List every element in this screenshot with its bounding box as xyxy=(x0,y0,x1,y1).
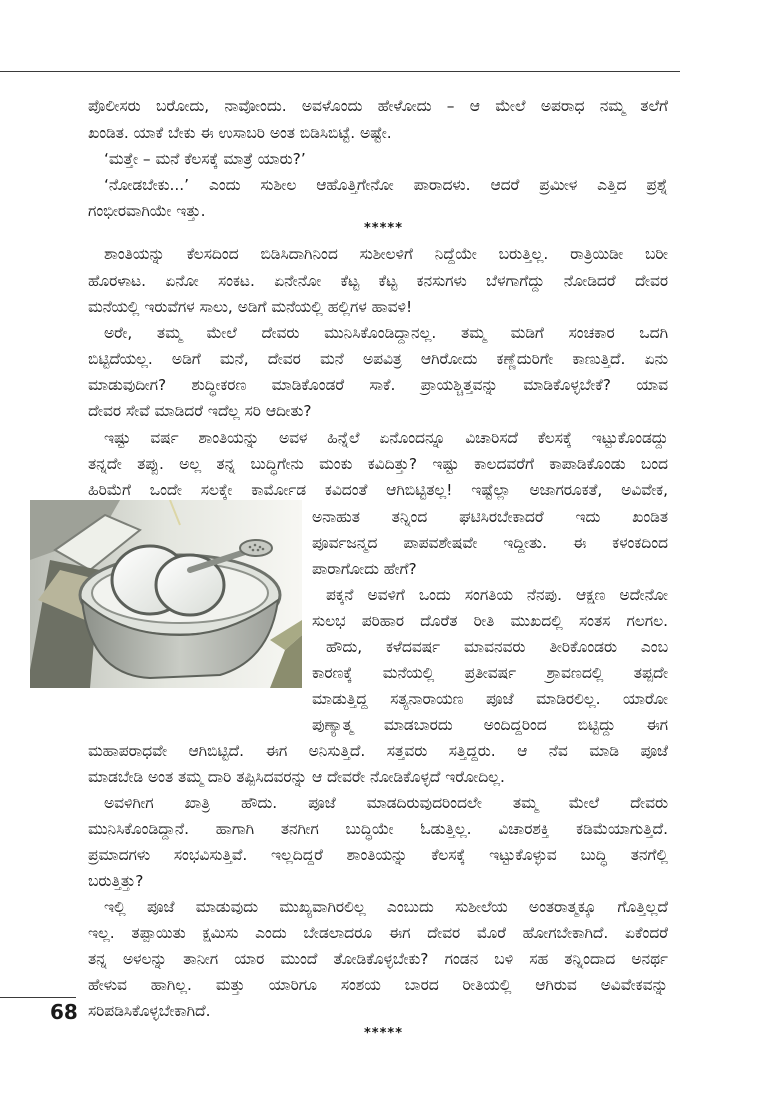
text-line: ಅನಾಹುತ ತನ್ನಿಂದ ಘಟಿಸಿರಬೇಕಾದರೆ ಇದು ಖಂಡಿತ xyxy=(312,508,668,526)
text-line: ಹೊರಳಾಟ. ಏನೋ ಸಂಕಟ. ಏನೇನೋ ಕೆಟ್ಟ ಕೆಟ್ಟ ಕನಸುಗಳು ಬೆಳಗಾಗೆದ್ದು ನೋಡಿದರೆ ದೇವರ xyxy=(88,272,668,290)
page-number: 68 xyxy=(50,1000,78,1024)
section-separator: ***** xyxy=(364,221,403,236)
text-line: ಪುಣ್ಯಾತ್ಮ ಮಾಡಬಾರದು ಅಂದಿದ್ದರಿಂದ ಬಿಟ್ಟಿದ್ದು ಈಗ xyxy=(312,716,668,734)
text-line: ದೇವರ ಸೇವೆ ಮಾಡಿದರೆ ಇದೆಲ್ಲ ಸರಿ ಆದೀತು? xyxy=(88,402,312,420)
text-line: ಪೊಲೀಸರು ಬರೋದು, ನಾವೋಂದು. ಅವಳೊಂದು ಹೇಳೋದು – ಆ ಮೇಲೆ ಅಪರಾಧ ನಮ್ಮ ತಲೆಗೆ xyxy=(88,97,668,115)
text-line: ಪಾರಾಗೋದು ಹೇಗೆ? xyxy=(312,560,417,578)
text-line: ತನ್ನದೇ ತಪ್ಪು. ಅಲ್ಲ ತನ್ನ ಬುದ್ಧಿಗೇನು ಮಂಕು ಕವಿದಿತ್ತು? ಇಷ್ಟು ಕಾಲದವರೆಗೆ ಕಾಪಾಡಿಕೊಂಡು ಬಂದ xyxy=(88,455,668,473)
text-line: ಹೌದು, ಕಳೆದವರ್ಷ ಮಾವನವರು ತೀರಿಕೊಂಡರು ಎಂಬ xyxy=(326,638,668,656)
text-line: ಅವಳಿಗೀಗ ಖಾತ್ರಿ ಹೌದು. ಪೂಜೆ ಮಾಡದಿರುವುದರಿಂದಲೇ ತಮ್ಮ ಮೇಲೆ ದೇವರು xyxy=(104,794,668,812)
text-line: ಶಾಂತಿಯನ್ನು ಕೆಲಸದಿಂದ ಬಿಡಿಸಿದಾಗಿನಿಂದ ಸುಶೀಲಳಿಗೆ ನಿದ್ದೆಯೇ ಬರುತ್ತಿಲ್ಲ. ರಾತ್ರಿಯಿಡೀ ಬರೀ xyxy=(104,245,668,263)
text-line: ಸರಿಪಡಿಸಿಕೊಳ್ಳಬೇಕಾಗಿದೆ. xyxy=(88,1002,211,1020)
text-line: ಕಾರಣಕ್ಕೆ ಮನೆಯಲ್ಲಿ ಪ್ರತೀವರ್ಷ ಶ್ರಾವಣದಲ್ಲಿ ತಪ್ಪದೇ xyxy=(312,664,668,682)
text-line: ಸುಲಭ ಪರಿಹಾರ ದೊರೆತ ರೀತಿ ಮುಖದಲ್ಲಿ ಸಂತಸ ಗಲಗಲ. xyxy=(312,612,668,630)
text-line: ಗಂಭೀರವಾಗಿಯೇ ಇತ್ತು. xyxy=(88,202,206,220)
text-line: ಮಹಾಪರಾಧವೇ ಆಗಿಬಿಟ್ಟಿದೆ. ಈಗ ಅನಿಸುತ್ತಿದೆ. ಸತ್ತವರು ಸತ್ತಿದ್ದರು. ಆ ನೆವ ಮಾಡಿ ಪೂಜೆ xyxy=(88,742,668,760)
text-line: ಬರುತ್ತಿತ್ತು? xyxy=(88,872,144,890)
text-line: ‘ನೋಡಬೇಕು...’ ಎಂದು ಸುಶೀಲ ಆಹೊತ್ತಿಗೇನೋ ಪಾರಾದಳು. ಆದರೆ ಪ್ರಮೀಳ ಎತ್ತಿದ ಪ್ರಶ್ನೆ xyxy=(104,176,668,194)
text-line: ಇಲ್ಲ. ತಪ್ಪಾಯಿತು ಕ್ಷಮಿಸು ಎಂದು ಬೇಡಲಾದರೂ ಈಗ ದೇವರ ಮೊರೆ ಹೋಗಬೇಕಾಗಿದೆ. ಏಕೆಂದರೆ xyxy=(88,924,668,942)
text-line: ಪಕ್ಕನೆ ಅವಳಿಗೆ ಒಂದು ಸಂಗತಿಯ ನೆನಪು. ಆಕ್ಷಣ ಅದೇನೋ xyxy=(326,586,668,604)
text-line: ಅರೇ, ತಮ್ಮ ಮೇಲೆ ದೇವರು ಮುನಿಸಿಕೊಂಡಿದ್ದಾನಲ್ಲ. ತಮ್ಮ ಮಡಿಗೆ ಸಂಚಕಾರ ಒದಗಿ xyxy=(104,324,668,342)
text-line: ತನ್ನ ಅಳಲನ್ನು ತಾನೀಗ ಯಾರ ಮುಂದೆ ತೋಡಿಕೊಳ್ಳಬೇಕು? ಗಂಡನ ಬಳಿ ಸಹ ತನ್ನಿಂದಾದ ಅನರ್ಥ xyxy=(88,950,668,968)
text-line: ಖಂಡಿತ. ಯಾಕೆ ಬೇಕು ಈ ಉಸಾಬರಿ ಅಂತ ಬಿಡಿಸಿಬಿಟ್ಟೆ. ಅಷ್ಟೇ. xyxy=(88,124,392,142)
text-line: ಹಿರಿಮೆಗೆ ಒಂದೇ ಸಲಕ್ಕೇ ಕಾರ್ಮೋಡ ಕವಿದಂತೆ ಆಗಿಬಿಟ್ಟಿತಲ್ಲ! ಇಷ್ಟೆಲ್ಲಾ ಅಜಾಗರೂಕತೆ, ಅವಿವೇಕ, xyxy=(88,481,668,499)
text-line: ಪೂರ್ವಜನ್ಮದ ಪಾಪವಶೇಷವೇ ಇದ್ದೀತು. ಈ ಕಳಂಕದಿಂದ xyxy=(312,534,668,552)
text-line: ಮನೆಯಲ್ಲಿ ಇರುವೆಗಳ ಸಾಲು, ಅಡಿಗೆ ಮನೆಯಲ್ಲಿ ಹಲ್ಲಿಗಳ ಹಾವಳಿ! xyxy=(88,298,413,316)
text-line: ಪ್ರಮಾದಗಳು ಸಂಭವಿಸುತ್ತಿವೆ. ಇಲ್ಲದಿದ್ದರೆ ಶಾಂತಿಯನ್ನು ಕೆಲಸಕ್ಕೆ ಇಟ್ಟುಕೊಳ್ಳುವ ಬುದ್ಧಿ ತನಗೆಲ್ಲಿ xyxy=(88,846,668,864)
top-rule xyxy=(0,71,680,72)
text-line: ಇಲ್ಲಿ ಪೂಜೆ ಮಾಡುವುದು ಮುಖ್ಯವಾಗಿರಲಿಲ್ಲ ಎಂಬುದು ಸುಶೀಲೆಯ ಅಂತರಾತ್ಮಕ್ಕೂ ಗೊತ್ತಿಲ್ಲದೆ xyxy=(104,898,668,916)
text-line: ‘ಮತ್ತೇ – ಮನೆ ಕೆಲಸಕ್ಕೆ ಮಾತ್ರೆ ಯಾರು?’ xyxy=(104,150,306,168)
text-line: ಮಾಡಬೇಡಿ ಅಂತ ತಮ್ಮ ದಾರಿ ತಪ್ಪಿಸಿದವರನ್ನು ಆ ದೇವರೇ ನೋಡಿಕೊಳ್ಳದೆ ಇರೋದಿಲ್ಲ. xyxy=(88,768,505,786)
cooking-pot-with-ladle-illustration xyxy=(30,500,302,688)
text-line: ಮುನಿಸಿಕೊಂಡಿದ್ದಾನೆ. ಹಾಗಾಗಿ ತನಗೀಗ ಬುದ್ಧಿಯೇ ಓಡುತ್ತಿಲ್ಲ. ವಿಚಾರಶಕ್ತಿ ಕಡಿಮೆಯಾಗುತ್ತಿದೆ. xyxy=(88,820,668,838)
text-line: ಮಾಡುತ್ತಿದ್ದ ಸತ್ಯನಾರಾಯಣ ಪೂಜೆ ಮಾಡಿರಲಿಲ್ಲ. ಯಾರೋ xyxy=(312,690,668,708)
section-separator: ***** xyxy=(364,1026,403,1041)
bottom-rule xyxy=(0,997,76,998)
text-line: ಮಾಡುವುದೀಗ? ಶುದ್ಧೀಕರಣ ಮಾಡಿಕೊಂಡರೆ ಸಾಕೆ. ಪ್ರಾಯಶ್ಚಿತ್ತವನ್ನು ಮಾಡಿಕೊಳ್ಳಬೇಕೆ? ಯಾವ xyxy=(88,376,668,394)
text-line: ಇಷ್ಟು ವರ್ಷ ಶಾಂತಿಯನ್ನು ಅವಳ ಹಿನ್ನೆಲೆ ಏನೊಂದನ್ನೂ ವಿಚಾರಿಸದೆ ಕೆಲಸಕ್ಕೆ ಇಟ್ಟುಕೊಂಡದ್ದು xyxy=(104,429,668,447)
text-line: ಹೇಳುವ ಹಾಗಿಲ್ಲ. ಮತ್ತು ಯಾರಿಗೂ ಸಂಶಯ ಬಾರದ ರೀತಿಯಲ್ಲಿ ಆಗಿರುವ ಅವಿವೇಕವನ್ನು xyxy=(88,976,668,994)
text-line: ಬಿಟ್ಟಿದೆಯಲ್ಲ. ಅಡಿಗೆ ಮನೆ, ದೇವರ ಮನೆ ಅಪವಿತ್ರ ಆಗಿರೋದು ಕಣ್ಣೆದುರಿಗೇ ಕಾಣುತ್ತಿದೆ. ಏನು xyxy=(88,350,668,368)
